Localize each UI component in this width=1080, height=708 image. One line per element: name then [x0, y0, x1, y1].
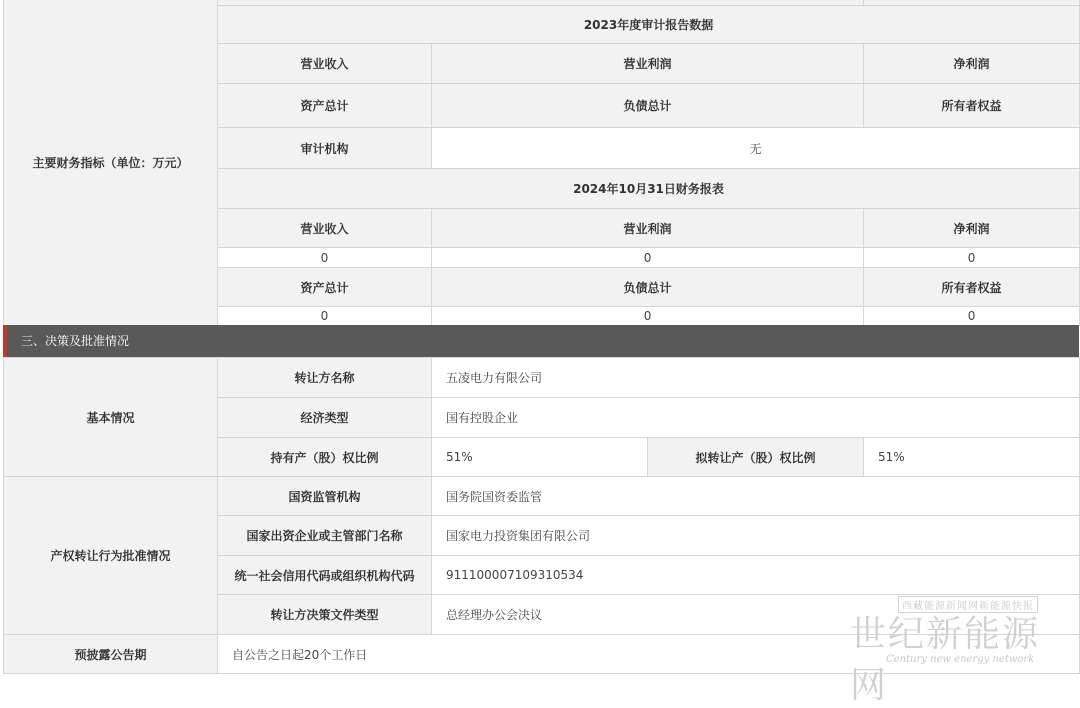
- economic-type-label: 经济类型: [218, 398, 432, 438]
- audit-owner-equity-label: 所有者权益: [864, 84, 1080, 128]
- credit-code-value: 911100007109310534: [432, 556, 1080, 595]
- disclosure-period-value: 自公告之日起20个工作日: [218, 635, 1080, 674]
- auditor-label: 审计机构: [218, 128, 432, 169]
- transfer-ratio-value: 51%: [864, 438, 1080, 477]
- report-total-liabilities-value: 0: [432, 307, 864, 326]
- audit-total-liabilities-label: 负债总计: [432, 84, 864, 128]
- watermark-sub-text: Century new energy network: [886, 654, 1035, 665]
- audit-total-assets-label: 资产总计: [218, 84, 432, 128]
- report-total-liabilities-label: 负债总计: [432, 268, 864, 307]
- economic-type-value: 国有控股企业: [432, 398, 1080, 438]
- report-operating-profit-label: 营业利润: [432, 209, 864, 248]
- watermark-main-text: 世纪新能源网: [850, 614, 1041, 706]
- audit-net-profit-label: 净利润: [864, 44, 1080, 84]
- report-owner-equity-value: 0: [864, 307, 1080, 326]
- report-data-title: 2024年10月31日财务报表: [218, 169, 1080, 209]
- decision-approval-section-header: [3, 325, 1079, 357]
- credit-code-label: 统一社会信用代码或组织机构代码: [218, 556, 432, 595]
- transferor-name-label: 转让方名称: [218, 358, 432, 398]
- holding-ratio-label: 持有产（股）权比例: [218, 438, 432, 477]
- watermark-top-text: 西藏能源新闻网新能源快报: [898, 596, 1038, 613]
- finance-label-cell: [4, 0, 218, 326]
- auditor-value: 无: [432, 128, 1080, 169]
- report-net-profit-label: 净利润: [864, 209, 1080, 248]
- audit-operating-profit-label: 营业利润: [432, 44, 864, 84]
- report-total-assets-label: 资产总计: [218, 268, 432, 307]
- report-net-profit-value: 0: [864, 248, 1080, 268]
- audit-revenue-label: 营业收入: [218, 44, 432, 84]
- report-revenue-value: 0: [218, 248, 432, 268]
- holding-ratio-value: 51%: [432, 438, 648, 477]
- regulator-label: 国资监管机构: [218, 477, 432, 516]
- report-total-assets-value: 0: [218, 307, 432, 326]
- transferor-name-value: 五凌电力有限公司: [432, 358, 1080, 398]
- decision-doc-value: 总经理办公会决议: [432, 595, 1080, 635]
- report-owner-equity-label: 所有者权益: [864, 268, 1080, 307]
- report-revenue-label: 营业收入: [218, 209, 432, 248]
- section-title: 三、决策及批准情况: [21, 334, 130, 348]
- finance-section-label: 主要财务指标（单位：万元）: [32, 155, 189, 170]
- approval-info-label: 产权转让行为批准情况: [4, 477, 218, 635]
- report-operating-profit-value: 0: [432, 248, 864, 268]
- decision-doc-label: 转让方决策文件类型: [218, 595, 432, 635]
- transfer-ratio-label: 拟转让产（股）权比例: [648, 438, 864, 477]
- disclosure-period-label: 预披露公告期: [4, 635, 218, 674]
- parent-enterprise-label: 国家出资企业或主管部门名称: [218, 516, 432, 556]
- basic-info-label: 基本情况: [4, 358, 218, 477]
- financial-indicators-table: [3, 0, 1080, 326]
- parent-enterprise-value: 国家电力投资集团有限公司: [432, 516, 1080, 556]
- regulator-value: 国务院国资委监管: [432, 477, 1080, 516]
- audit-data-title: 2023年度审计报告数据: [218, 6, 1080, 44]
- decision-approval-table: [3, 357, 1080, 674]
